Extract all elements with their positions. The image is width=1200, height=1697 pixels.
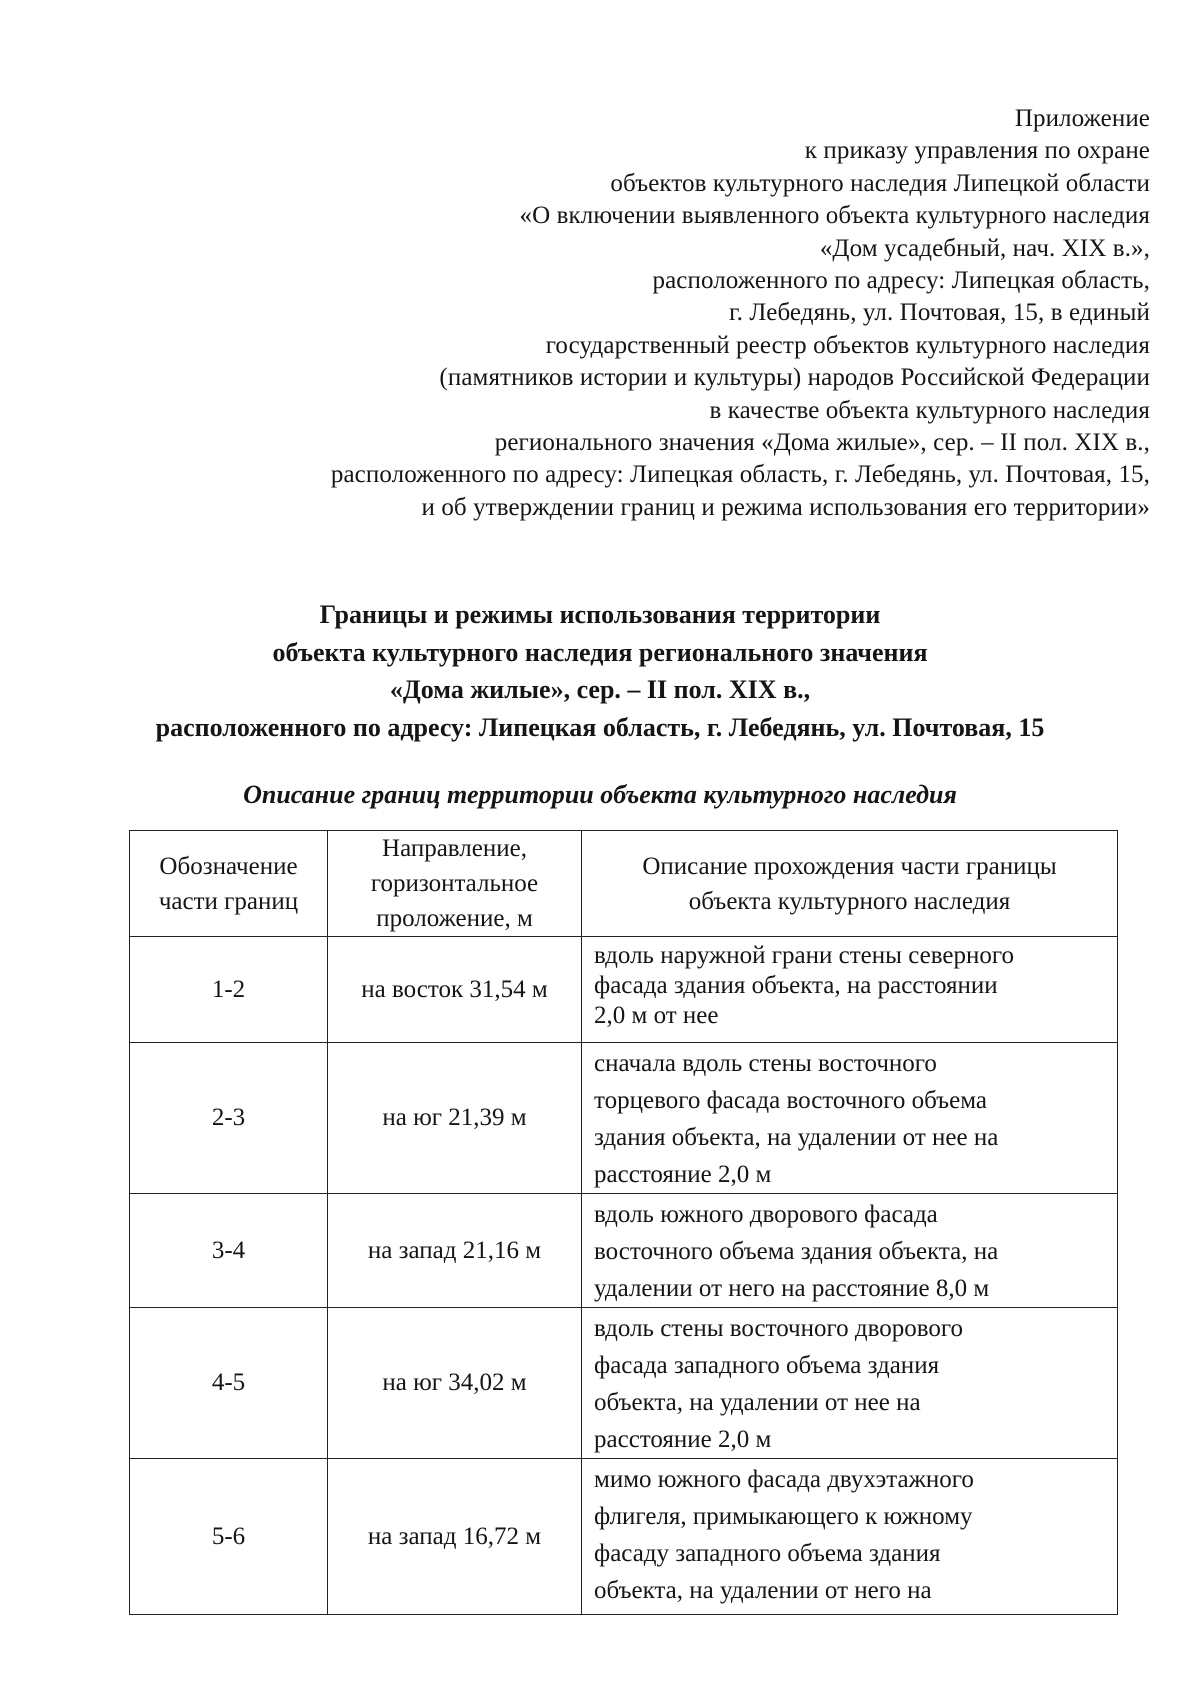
header-direction: Направление, горизонтальное проложение, м (328, 831, 582, 937)
cell-part: 2-3 (130, 1043, 328, 1194)
table-row (130, 1194, 1118, 1308)
cell-direction: на запад 21,16 м (328, 1194, 582, 1308)
cell-direction: на запад 16,72 м (328, 1459, 582, 1615)
cell-direction: на юг 34,02 м (328, 1308, 582, 1459)
appendix-line: расположенного по адресу: Липецкая область, г. Лебедянь, ул. Почтовая, 15, (330, 461, 1150, 489)
title-line: Границы и режимы использования территории (319, 600, 881, 629)
appendix-line: государственный реестр объектов культурного наследия (545, 331, 1150, 359)
document-title (60, 596, 1140, 746)
cell-description: мимо южного фасада двухэтажного флигеля, примыкающего к южному фасаду западного объема здания объекта, на удалении от него на (582, 1459, 1118, 1615)
appendix-line: к приказу управления по охране (804, 137, 1150, 165)
cell-description: вдоль наружной грани стены северного фасада здания объекта, на расстоянии 2,0 м от нее (582, 937, 1118, 1043)
boundaries-table (129, 830, 1118, 1615)
appendix-line: объектов культурного наследия Липецкой области (610, 169, 1150, 197)
title-line: расположенного по адресу: Липецкая область, г. Лебедянь, ул. Почтовая, 15 (155, 712, 1045, 742)
cell-part: 1-2 (130, 937, 328, 1043)
appendix-line: г. Лебедянь, ул. Почтовая, 15, в единый (729, 299, 1150, 327)
cell-part: 5-6 (130, 1459, 328, 1615)
appendix-line: (памятников истории и культуры) народов Российской Федерации (439, 364, 1150, 392)
cell-part: 4-5 (130, 1308, 328, 1459)
appendix-line: «О включении выявленного объекта культурного наследия (519, 202, 1150, 230)
header-part: Обозначение части границ (130, 831, 328, 937)
cell-description: вдоль южного дворового фасада восточного объема здания объекта, на удалении от него на расстояние 8,0 м (582, 1194, 1118, 1308)
header-description: Описание прохождения части границы объекта культурного наследия (582, 831, 1118, 937)
appendix-line: «Дом усадебный, нач. XIX в.», (819, 234, 1150, 262)
cell-description: сначала вдоль стены восточного торцевого фасада восточного объема здания объекта, на удалении от нее на расстояние 2,0 м (582, 1043, 1118, 1194)
appendix-line: Приложение (1014, 105, 1150, 132)
table-row (130, 1043, 1118, 1194)
appendix-line: регионального значения «Дома жилые», сер. – II пол. XIX в., (494, 429, 1150, 457)
appendix-line: и об утверждении границ и режима использования его территории» (421, 493, 1150, 521)
cell-description: вдоль стены восточного дворового фасада западного объема здания объекта, на удалении от нее на расстояние 2,0 м (582, 1308, 1118, 1459)
cell-direction: на восток 31,54 м (328, 937, 582, 1043)
table-caption: Описание границ территории объекта культурного наследия (243, 780, 957, 809)
table-header-row (130, 831, 1118, 937)
title-line: объекта культурного наследия регионального значения (272, 637, 928, 667)
appendix-line: расположенного по адресу: Липецкая область, (652, 267, 1150, 295)
appendix-block (150, 103, 1150, 524)
appendix-line: в качестве объекта культурного наследия (709, 396, 1150, 424)
cell-part: 3-4 (130, 1194, 328, 1308)
title-line: «Дома жилые», сер. – II пол. XIX в., (389, 675, 811, 704)
table-row (130, 1308, 1118, 1459)
cell-direction: на юг 21,39 м (328, 1043, 582, 1194)
table-row (130, 1459, 1118, 1615)
table-row (130, 937, 1118, 1043)
